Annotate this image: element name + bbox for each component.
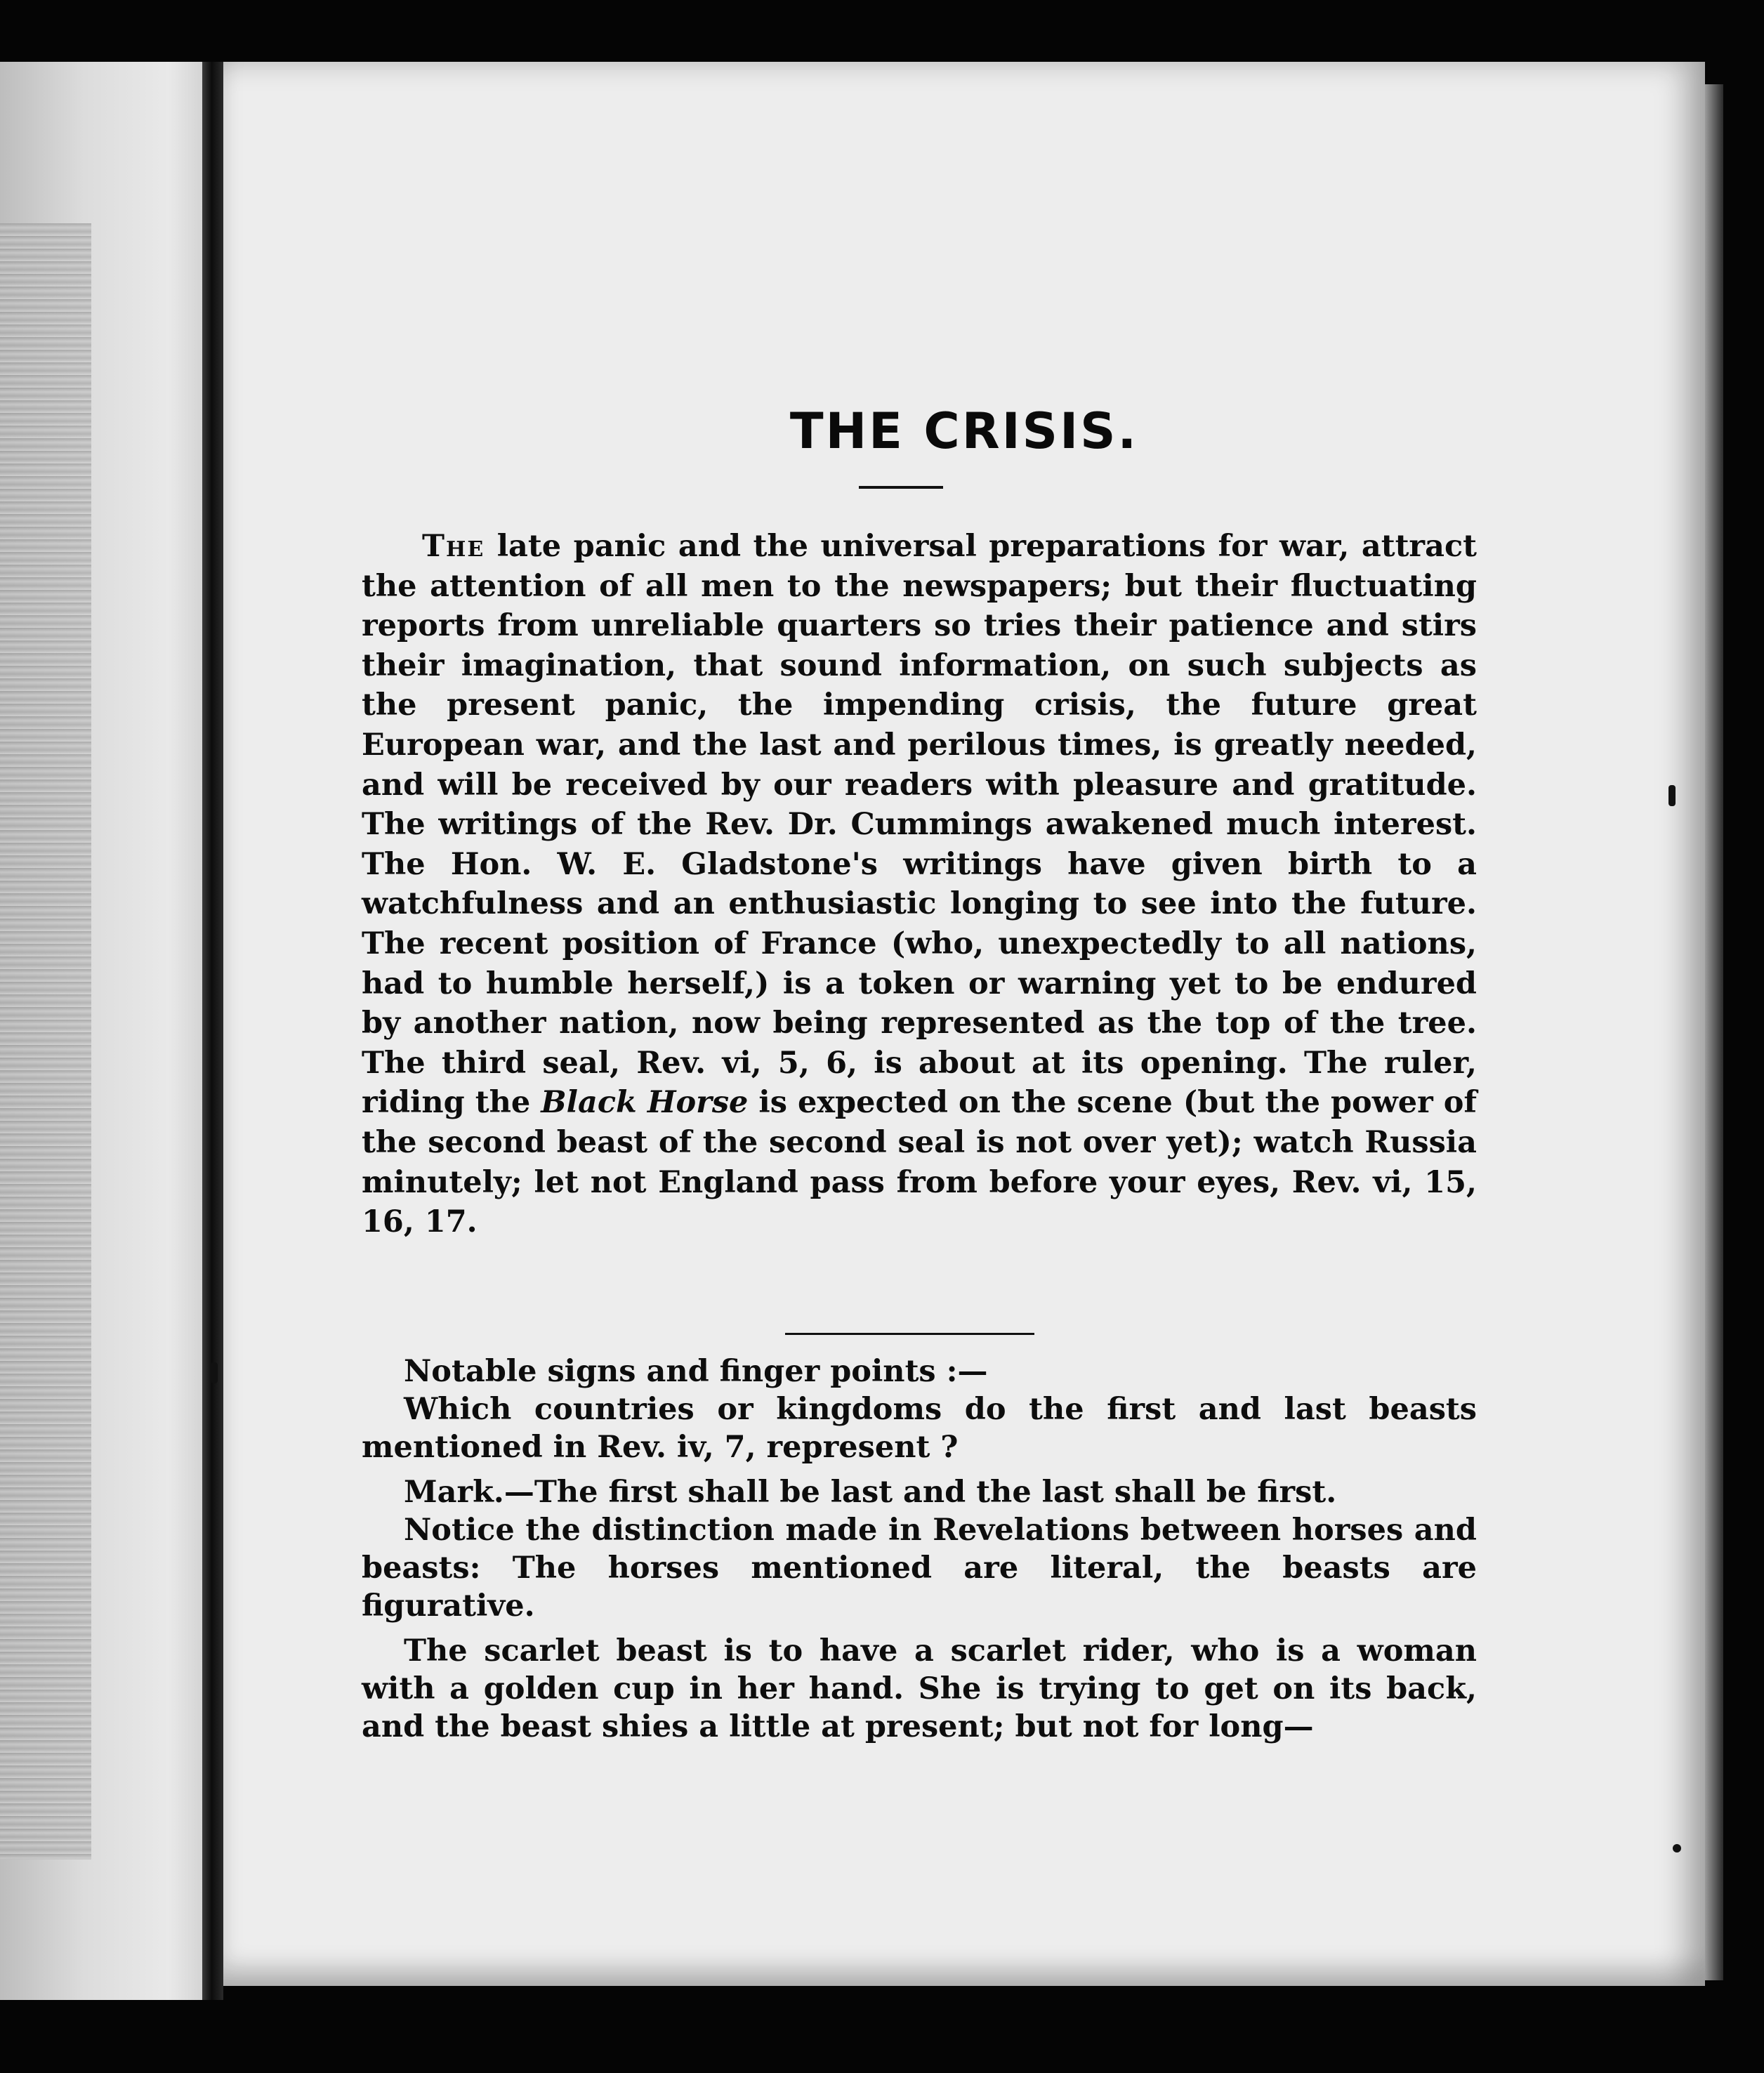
page-notch — [1668, 785, 1676, 806]
book-page — [223, 62, 1705, 1986]
paragraph-text-part-2: is expected on the scene (but the power of the second beast of the second seal is not over yet); watch Russia minutely; let not England pass from before your eyes, Rev. vi, 15, 16, 17. — [362, 1085, 1477, 1240]
note-item: Which countries or kingdoms do the first and last beasts mentioned in Rev. iv, 7, represent ? — [362, 1392, 1477, 1465]
note-item: Notice the distinction made in Revelations between horses and beasts: The horses mentioned are literal, the beasts are figurative. — [362, 1513, 1477, 1624]
title-divider — [859, 486, 943, 489]
section-divider — [785, 1333, 1034, 1335]
note-item: The scarlet beast is to have a scarlet rider, who is a woman with a golden cup in her hand. She is trying to get on its back, and the beast shies a little at present; but not for long— — [362, 1633, 1477, 1744]
page-edge-shadow — [1705, 84, 1723, 1980]
gutter-notch — [211, 1362, 218, 1383]
paragraph-text-part-1: late panic and the universal preparations for war, attract the attention of all men to the newspapers; but their fluctuating reports from unreliable quarters so tries their patience and stirs their imagination, that sound information, on such subjects as the present panic, the impending crisis, the future great European war, and the last and perilous times, is greatly needed, and will be received by our readers with pleasure and gratitude. The writings of the Rev. Dr. Cummings awakened much interest. The Hon. W. E. Gladstone's writings have given birth to a watchfulness and an enthusiastic longing to see into the future. The recent position of France (who, unexpectedly to all nations, had to humble herself,) is a token or warning yet to be endured by another nation, now being represented as the top of the tree. The third seal, Rev. vi, 5, 6, is about at its opening. The ruler, riding the — [362, 529, 1477, 1121]
ink-dot — [1673, 1844, 1681, 1852]
book-gutter — [202, 62, 223, 2000]
paragraph-italic-phrase: Black Horse — [541, 1085, 749, 1121]
left-facing-page — [0, 62, 211, 2000]
notes-section — [362, 1353, 1477, 1753]
note-item: Mark.—The first shall be last and the last shall be first. — [404, 1475, 1337, 1510]
left-page-engraving — [0, 223, 91, 1860]
main-paragraph — [362, 527, 1477, 1242]
paragraph-lead-word: The — [422, 529, 485, 564]
note-heading: Notable signs and finger points :— — [404, 1354, 988, 1389]
page-title: THE CRISIS. — [789, 402, 1139, 460]
